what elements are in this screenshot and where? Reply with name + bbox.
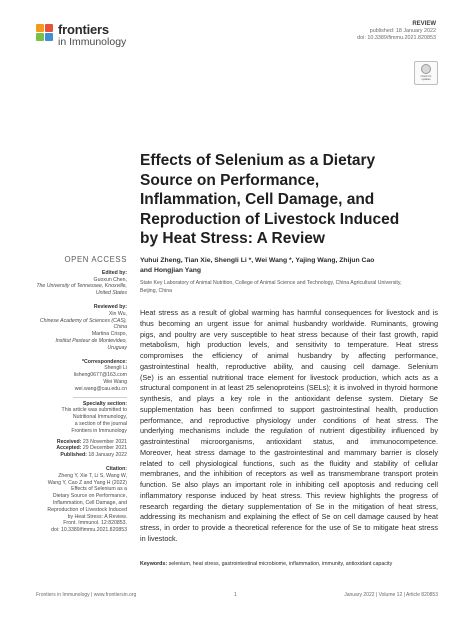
abstract-line: research regarding the dietary supplementation of Se in the mitigation of heat stress, <box>140 501 438 511</box>
keywords <box>140 561 438 567</box>
editor-line: United States <box>95 290 127 297</box>
abstract-line: related to cell physiological functions, such as the fluidity and stability of cellular <box>140 458 438 468</box>
accepted-date: Accepted: 29 December 2021 <box>56 445 127 452</box>
specialty-line: Nutritional Immunology, <box>72 414 127 421</box>
article-sidebar <box>23 257 127 534</box>
author-line: and Hongjian Yang <box>140 266 202 274</box>
abstract-line: synthesis, and plays a key role in the antioxidant defense system. Dietary Se <box>140 394 438 403</box>
specialty-line: This article was submitted to <box>61 407 127 414</box>
abstract-line: structural component in at least 25 selenoproteins (SELs); it is involved in thyroid hormone <box>140 383 438 393</box>
abstract-line: compromises the efficiency of animal husbandry by affecting performance, <box>140 351 438 360</box>
author-line: Yuhui Zheng, Tian Xie, Shengli Li *, Wei Wang *, Yajing Wang, Zhijun Cao <box>140 257 375 264</box>
editor-line: The University of Tennessee, Knoxville, <box>36 283 127 290</box>
reviewer-line: China <box>113 324 127 331</box>
affiliation-line: Beijing, China <box>140 287 173 294</box>
reviewer-line: Chinese Academy of Sciences (CAS), <box>39 317 127 324</box>
citation-label: Citation: <box>105 465 127 472</box>
author-list <box>140 256 440 275</box>
citation-line: Dietary Source on Performance, <box>52 493 127 500</box>
abstract-line: thus becoming an urgent issue for animal husbandry worldwide. Ruminants, growing <box>140 318 438 328</box>
title-line: Effects of Selenium as a Dietary <box>140 152 376 169</box>
abstract-line: addressing its mechanism and explaining the effect of Se on cell damage caused by heat <box>140 512 438 522</box>
check-label: Check for <box>420 75 432 78</box>
page-footer <box>36 592 438 602</box>
abstract-line: (Se) is an essential nutritional trace element for livestock production, which acts as a <box>140 372 438 382</box>
abstract-line: underlying mechanisms include the regulation of nutrient digestibility influenced by <box>140 426 438 436</box>
open-access-label: OPEN ACCESS <box>64 255 127 264</box>
reviewer-line: Martina Crispo, <box>91 331 127 338</box>
title-line: Reproduction of Livestock Induced <box>140 210 400 228</box>
abstract-line: pigs, and poultry are very susceptible to heat stress because of their fast growth, rapid <box>140 329 438 339</box>
abstract-line: stress, in order to provide a theoretical reference for the use of Se to mitigate heat stress <box>140 523 438 532</box>
abstract-line: gastrointestinal health, reproductive ability, and causing cell damage. Selenium <box>140 361 438 371</box>
frontiers-logo-icon <box>36 24 54 42</box>
abstract-line: inflammatory response induced by heat stress. This review highlights the progress of <box>140 490 438 500</box>
citation-line: Zheng Y, Xie T, Li S, Wang W, <box>58 472 127 479</box>
article-doi[interactable]: doi: 10.3389/fimmu.2021.820853 <box>357 35 436 41</box>
correspondence-email[interactable]: wei.wang@cau.edu.cn <box>74 385 127 392</box>
update-badge-icon <box>421 64 431 74</box>
abstract <box>140 308 438 545</box>
abstract-line: performance, and reproductive physiology under conditions of heat stress. The <box>140 415 438 425</box>
citation-line: Front. Immunol. 12:820853. <box>63 520 127 527</box>
footer-issue-info: January 2022 | Volume 12 | Article 820853 <box>344 592 438 598</box>
correspondence-email[interactable]: lisheng0677@163.com <box>73 372 127 379</box>
correspondence-label: *Correspondence: <box>82 358 127 365</box>
brand-name: frontiers <box>58 22 109 37</box>
published-date-sidebar: Published: 18 January 2022 <box>60 452 127 459</box>
abstract-line: gastrointestinal microorganisms, antioxidant status, and immunocompetence. <box>140 437 438 446</box>
title-line: Inflammation, Cell Damage, and <box>140 191 375 208</box>
affiliation-line: State Key Laboratory of Animal Nutrition, College of Animal Science and Technology, China Agricultural University, <box>140 280 402 286</box>
correspondence-line: Shengli Li <box>104 365 127 372</box>
specialty-label: Specialty section: <box>82 400 127 407</box>
reviewed-by-label: Reviewed by: <box>93 303 127 310</box>
specialty-line: a section of the journal <box>74 420 127 427</box>
specialty-line: Frontiers in Immunology <box>71 427 127 434</box>
published-date: published: 18 January 2022 <box>369 28 436 34</box>
article-title <box>140 151 440 249</box>
abstract-line: supplementation has been confirmed to support gastrointestinal health, production <box>140 404 438 414</box>
journal-logo <box>36 22 146 50</box>
citation-line: Wang Y, Cao Z and Yang H (2022) <box>47 479 127 486</box>
affiliation <box>140 280 440 295</box>
editor-line: Guoxun Chen, <box>93 276 127 283</box>
citation-line: Reproduction of Livestock Induced <box>47 506 127 513</box>
journal-name: in Immunology <box>58 36 127 48</box>
abstract-line: function. Se also plays an important role in inhibiting cell apoptosis and reducing cell <box>140 480 438 489</box>
footer-journal-link[interactable]: Frontiers in Immunology | www.frontiersin.org <box>36 592 137 598</box>
check-for-updates-button[interactable] <box>414 61 438 85</box>
reviewer-line: Institut Pasteur de Montevideo, <box>55 337 127 344</box>
reviewer-line: Xin Wu, <box>108 310 127 317</box>
abstract-line: in livestock. <box>140 533 178 543</box>
keywords-label: Keywords: <box>140 561 168 567</box>
citation-doi[interactable]: doi: 10.3389/fimmu.2021.820853 <box>51 527 127 534</box>
citation-line: by Heat Stress: A Review. <box>67 513 127 520</box>
received-date: Received: 23 November 2021 <box>56 438 127 445</box>
title-line: by Heat Stress: A Review <box>140 230 325 247</box>
abstract-line: membranes, and the inhibition of receptors as well as transmembrane transport protein <box>140 469 438 479</box>
article-type: REVIEW <box>412 21 436 27</box>
title-line: Source on Performance, <box>140 171 320 189</box>
updates-label: updates <box>421 78 431 81</box>
keywords-text: selenium, heat stress, gastrointestinal microbiome, inflammation, immunity, antioxidant capacity <box>168 561 393 567</box>
edited-by-label: Edited by: <box>101 269 127 276</box>
reviewer-line: Uruguay <box>107 344 127 351</box>
correspondence-line: Wei Wang <box>103 378 127 385</box>
citation-line: Inflammation, Cell Damage, and <box>52 499 127 506</box>
citation-line: Effects of Selenium as a <box>71 486 127 493</box>
abstract-line: Moreover, heat stress damage to the gastrointestinal and mammary barrier is closely <box>140 447 438 457</box>
abstract-line: metabolism, high production levels, and sensitivity to temperature. Heat stress <box>140 340 438 350</box>
abstract-line: Heat stress as a result of global warming has harmful consequences for livestock and is <box>140 308 438 317</box>
divider <box>73 397 127 398</box>
article-meta <box>357 21 436 42</box>
page-number: 1 <box>234 592 237 598</box>
